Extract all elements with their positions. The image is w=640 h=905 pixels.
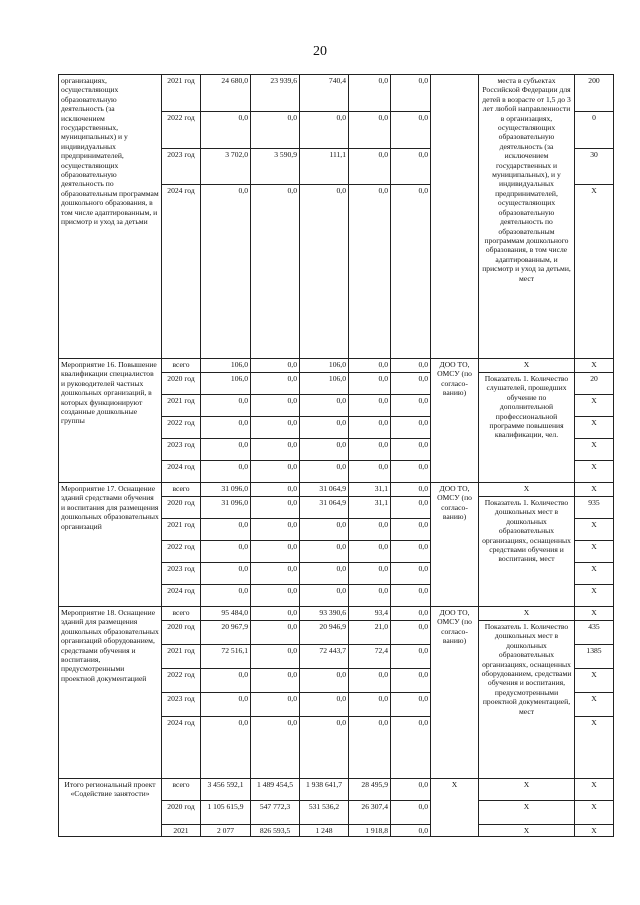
value-cell: 0,0 (251, 693, 300, 717)
target-cell: 1385 (575, 645, 614, 669)
indicator-cell: X (479, 801, 575, 825)
value-cell: 531 536,2 (300, 801, 349, 825)
value-cell: 0,0 (300, 585, 349, 607)
value-cell: 0,0 (349, 519, 391, 541)
year-cell: 2020 год (162, 801, 201, 825)
target-cell: 435 (575, 621, 614, 645)
value-cell: 0,0 (391, 395, 431, 417)
year-cell: 2022 год (162, 417, 201, 439)
value-cell: 106,0 (201, 373, 251, 395)
value-cell: 0,0 (201, 185, 251, 359)
value-cell: 0,0 (300, 693, 349, 717)
target-cell: X (575, 607, 614, 621)
value-cell: 0,0 (300, 439, 349, 461)
value-cell: 0,0 (251, 563, 300, 585)
value-cell: 0,0 (251, 373, 300, 395)
value-cell: 1 938 641,7 (300, 779, 349, 801)
value-cell: 0,0 (349, 461, 391, 483)
value-cell: 0,0 (349, 75, 391, 112)
value-cell: 0,0 (300, 563, 349, 585)
table-row (59, 483, 614, 497)
value-cell: 0,0 (391, 497, 431, 519)
value-cell: 826 593,5 (251, 825, 300, 837)
value-cell: 93,4 (349, 607, 391, 621)
value-cell: 106,0 (300, 373, 349, 395)
value-cell: 20 967,9 (201, 621, 251, 645)
year-cell: всего (162, 483, 201, 497)
value-cell: 0,0 (201, 439, 251, 461)
value-cell: 0,0 (349, 185, 391, 359)
year-cell: 2024 год (162, 185, 201, 359)
value-cell: 26 307,4 (349, 801, 391, 825)
value-cell: 1 918,8 (349, 825, 391, 837)
value-cell: 0,0 (201, 669, 251, 693)
value-cell: 0,0 (391, 519, 431, 541)
value-cell: 0,0 (349, 395, 391, 417)
value-cell: 31 064,9 (300, 497, 349, 519)
year-cell: 2024 год (162, 585, 201, 607)
executor-cell (431, 75, 479, 359)
value-cell: 20 946,9 (300, 621, 349, 645)
value-cell: 95 484,0 (201, 607, 251, 621)
value-cell: 0,0 (349, 112, 391, 149)
value-cell: 0,0 (349, 373, 391, 395)
value-cell: 3 456 592,1 (201, 779, 251, 801)
value-cell: 0,0 (201, 717, 251, 779)
target-cell: 200 (575, 75, 614, 112)
value-cell: 0,0 (300, 417, 349, 439)
value-cell: 0,0 (391, 779, 431, 801)
value-cell: 0,0 (251, 417, 300, 439)
activity-name: Итого региональный проект «Содействие занятости» (59, 779, 162, 837)
year-cell: 2021 год (162, 645, 201, 669)
value-cell: 0,0 (251, 461, 300, 483)
value-cell: 740,4 (300, 75, 349, 112)
target-cell: X (575, 541, 614, 563)
year-cell: 2023 год (162, 693, 201, 717)
executor-cell: X (431, 779, 479, 837)
activity-name: Мероприятие 18. Оснащение зданий для размещения дошкольных образовательных организаций оборудованием, средствами обучения и воспитания, предусмотренными проектной документацией (59, 607, 162, 779)
value-cell: 0,0 (201, 519, 251, 541)
value-cell: 0,0 (300, 185, 349, 359)
target-cell: X (575, 417, 614, 439)
value-cell: 0,0 (349, 693, 391, 717)
value-cell: 0,0 (391, 563, 431, 585)
target-cell: X (575, 519, 614, 541)
value-cell: 0,0 (391, 541, 431, 563)
value-cell: 0,0 (251, 359, 300, 373)
year-cell: всего (162, 779, 201, 801)
year-cell: 2022 год (162, 669, 201, 693)
indicator-cell: X (479, 825, 575, 837)
year-cell: всего (162, 607, 201, 621)
year-cell: 2023 год (162, 439, 201, 461)
page-number: 20 (313, 44, 327, 59)
target-cell: X (575, 563, 614, 585)
value-cell: 0,0 (251, 607, 300, 621)
value-cell: 0,0 (391, 669, 431, 693)
value-cell: 28 495,9 (349, 779, 391, 801)
indicator-cell: места в субъектах Российской Федерации для детей в возрасте от 1,5 до 3 лет любой направленности в организациях, осуществляющих образовательную деятельность (за исключением государственных и муниципальных), и у индивидуальных предпринимателей, осуществляющих образовательную деятельность по образовательным программам дошкольного образования, в том числе адаптированным, и присмотр и уход за детьми, мест (479, 75, 575, 359)
value-cell: 547 772,3 (251, 801, 300, 825)
value-cell: 0,0 (391, 717, 431, 779)
target-cell: X (575, 801, 614, 825)
value-cell: 0,0 (391, 693, 431, 717)
value-cell: 0,0 (251, 621, 300, 645)
value-cell: 0,0 (349, 417, 391, 439)
year-cell: 2021 год (162, 395, 201, 417)
value-cell: 1 489 454,5 (251, 779, 300, 801)
program-table (58, 74, 614, 837)
table-row (59, 75, 614, 112)
year-cell: 2023 год (162, 149, 201, 185)
value-cell: 31 096,0 (201, 483, 251, 497)
value-cell: 31 096,0 (201, 497, 251, 519)
value-cell: 0,0 (251, 645, 300, 669)
target-cell: X (575, 585, 614, 607)
value-cell: 0,0 (349, 359, 391, 373)
target-cell: X (575, 717, 614, 779)
value-cell: 3 702,0 (201, 149, 251, 185)
value-cell: 24 680,0 (201, 75, 251, 112)
value-cell: 0,0 (391, 112, 431, 149)
value-cell: 1 248 (300, 825, 349, 837)
value-cell: 72 443,7 (300, 645, 349, 669)
value-cell: 0,0 (300, 541, 349, 563)
indicator-cell: X (479, 359, 575, 373)
value-cell: 0,0 (391, 607, 431, 621)
year-cell: 2023 год (162, 563, 201, 585)
value-cell: 0,0 (251, 483, 300, 497)
target-cell: X (575, 439, 614, 461)
value-cell: 21,0 (349, 621, 391, 645)
value-cell: 0,0 (300, 717, 349, 779)
year-cell: 2024 год (162, 461, 201, 483)
value-cell: 0,0 (201, 461, 251, 483)
value-cell: 31 064,9 (300, 483, 349, 497)
value-cell: 31,1 (349, 483, 391, 497)
value-cell: 0,0 (391, 75, 431, 112)
target-cell: X (575, 825, 614, 837)
value-cell: 106,0 (300, 359, 349, 373)
value-cell: 0,0 (300, 461, 349, 483)
value-cell: 0,0 (349, 717, 391, 779)
value-cell: 0,0 (201, 395, 251, 417)
table-row (59, 607, 614, 621)
value-cell: 0,0 (251, 519, 300, 541)
value-cell: 106,0 (201, 359, 251, 373)
value-cell: 0,0 (391, 439, 431, 461)
value-cell: 0,0 (251, 395, 300, 417)
year-cell: 2020 год (162, 373, 201, 395)
value-cell: 3 590,9 (251, 149, 300, 185)
year-cell: 2020 год (162, 497, 201, 519)
value-cell: 2 077 (201, 825, 251, 837)
value-cell: 0,0 (349, 541, 391, 563)
executor-cell: ДОО ТО, ОМСУ (по согласо-ванию) (431, 359, 479, 483)
table-row (59, 779, 614, 801)
value-cell: 0,0 (300, 519, 349, 541)
value-cell: 0,0 (349, 149, 391, 185)
value-cell: 31,1 (349, 497, 391, 519)
indicator-cell: X (479, 607, 575, 621)
value-cell: 0,0 (349, 439, 391, 461)
indicator-cell: Показатель 1. Количество дошкольных мест в дошкольных образовательных организациях, оснащенных средствами обучения и воспитания, мест (479, 497, 575, 607)
value-cell: 0,0 (201, 417, 251, 439)
executor-cell: ДОО ТО, ОМСУ (по согласо-ванию) (431, 483, 479, 607)
activity-name: Мероприятие 17. Оснащение зданий средствами обучения и воспитания для размещения дошкольных образовательных организаций (59, 483, 162, 607)
value-cell: 0,0 (349, 669, 391, 693)
year-cell: 2021 год (162, 75, 201, 112)
year-cell: 2020 год (162, 621, 201, 645)
value-cell: 0,0 (391, 359, 431, 373)
value-cell: 0,0 (391, 373, 431, 395)
value-cell: 0,0 (251, 585, 300, 607)
target-cell: X (575, 483, 614, 497)
target-cell: 935 (575, 497, 614, 519)
target-cell: X (575, 461, 614, 483)
indicator-cell: Показатель 1. Количество слушателей, прошедших обучение по дополнительной профессиональной программе повышения квалификации, чел. (479, 373, 575, 483)
target-cell: X (575, 693, 614, 717)
value-cell: 93 390,6 (300, 607, 349, 621)
value-cell: 0,0 (391, 185, 431, 359)
value-cell: 72,4 (349, 645, 391, 669)
value-cell: 0,0 (300, 395, 349, 417)
indicator-cell: X (479, 483, 575, 497)
activity-name: Мероприятие 16. Повышение квалификации специалистов и руководителей частных дошкольных организаций, в которых функционируют созданные дошкольные группы (59, 359, 162, 483)
target-cell: X (575, 669, 614, 693)
target-cell: 0 (575, 112, 614, 149)
value-cell: 0,0 (391, 645, 431, 669)
target-cell: 30 (575, 149, 614, 185)
year-cell: 2022 год (162, 541, 201, 563)
activity-name: организациях, осуществляющих образовательную деятельность (за исключением государственных, муниципальных) и у индивидуальных предпринимателей, осуществляющих образовательную деятельность по образовательным программам дошкольного образования, в том числе адаптированным, и присмотр и уход за детьми (59, 75, 162, 359)
indicator-cell: Показатель 1. Количество дошкольных мест в дошкольных образовательных организациях, оснащенных оборудованием, средствами обучения и воспитания, предусмотренными проектной документацией, мест (479, 621, 575, 779)
value-cell: 1 105 615,9 (201, 801, 251, 825)
value-cell: 0,0 (251, 112, 300, 149)
value-cell: 23 939,6 (251, 75, 300, 112)
target-cell: X (575, 779, 614, 801)
value-cell: 0,0 (391, 801, 431, 825)
value-cell: 0,0 (251, 669, 300, 693)
value-cell: 0,0 (251, 717, 300, 779)
value-cell: 0,0 (251, 541, 300, 563)
value-cell: 72 516,1 (201, 645, 251, 669)
value-cell: 0,0 (391, 461, 431, 483)
value-cell: 0,0 (391, 585, 431, 607)
value-cell: 0,0 (300, 112, 349, 149)
year-cell: 2024 год (162, 717, 201, 779)
value-cell: 0,0 (251, 439, 300, 461)
target-cell: X (575, 395, 614, 417)
value-cell: 0,0 (251, 497, 300, 519)
value-cell: 0,0 (349, 563, 391, 585)
target-cell: X (575, 359, 614, 373)
value-cell: 0,0 (201, 563, 251, 585)
year-cell: всего (162, 359, 201, 373)
value-cell: 0,0 (300, 669, 349, 693)
target-cell: 20 (575, 373, 614, 395)
table-row (59, 359, 614, 373)
executor-cell: ДОО ТО, ОМСУ (по согласо-ванию) (431, 607, 479, 779)
indicator-cell: X (479, 779, 575, 801)
value-cell: 0,0 (201, 693, 251, 717)
year-cell: 2022 год (162, 112, 201, 149)
value-cell: 0,0 (201, 585, 251, 607)
value-cell: 0,0 (391, 483, 431, 497)
value-cell: 0,0 (391, 621, 431, 645)
value-cell: 0,0 (201, 112, 251, 149)
value-cell: 0,0 (349, 585, 391, 607)
year-cell: 2021 (162, 825, 201, 837)
value-cell: 111,1 (300, 149, 349, 185)
value-cell: 0,0 (391, 149, 431, 185)
value-cell: 0,0 (201, 541, 251, 563)
year-cell: 2021 год (162, 519, 201, 541)
value-cell: 0,0 (391, 417, 431, 439)
target-cell: X (575, 185, 614, 359)
value-cell: 0,0 (251, 185, 300, 359)
value-cell: 0,0 (391, 825, 431, 837)
